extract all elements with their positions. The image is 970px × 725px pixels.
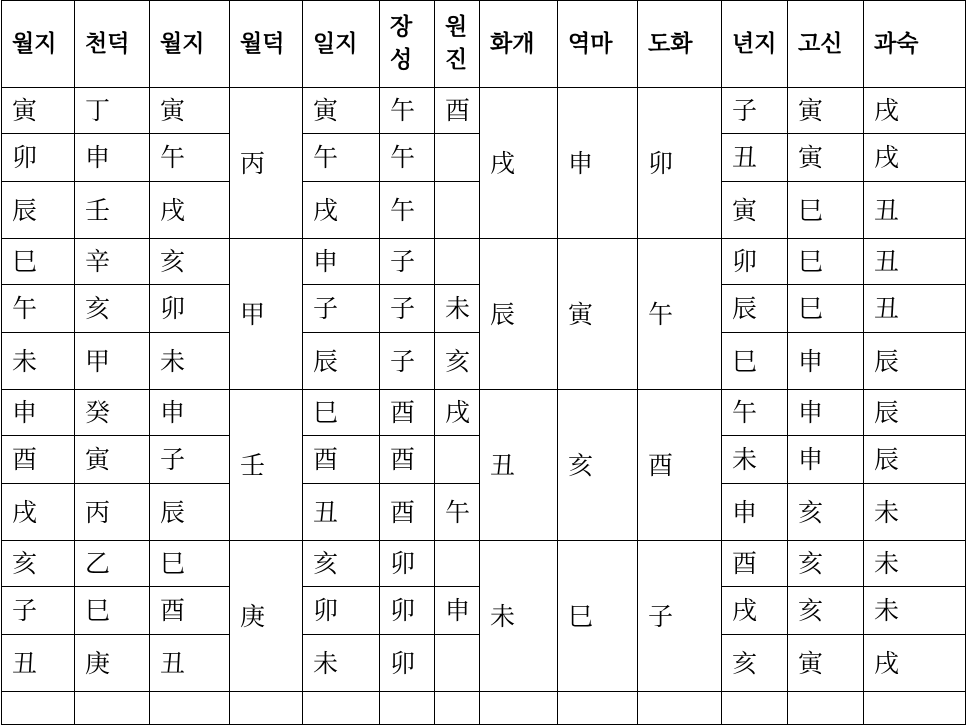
wolji-cell: 辰 — [2, 182, 75, 239]
gosin-cell: 寅 — [788, 134, 864, 182]
dohwa-cell: 卯 — [638, 88, 722, 239]
wolji-cell: 未 — [2, 333, 75, 390]
nyeonji-cell: 丑 — [722, 134, 788, 182]
cheondeok-cell: 巳 — [75, 587, 150, 635]
wolji-cell: 午 — [2, 285, 75, 333]
jangseong-cell: 卯 — [380, 541, 435, 587]
wolji-cell: 丑 — [2, 635, 75, 692]
ilji-cell: 未 — [303, 635, 380, 692]
wonjin-cell — [435, 635, 480, 692]
yeokma-cell: 亥 — [558, 390, 638, 541]
empty-row — [2, 692, 966, 725]
ilji-cell: 午 — [303, 134, 380, 182]
cheondeok-cell: 申 — [75, 134, 150, 182]
empty-cell — [150, 692, 230, 725]
gwasuk-cell: 辰 — [864, 333, 966, 390]
gosin-cell: 申 — [788, 436, 864, 484]
wonjin-cell: 戌 — [435, 390, 480, 436]
wolji2-cell: 申 — [150, 390, 230, 436]
header-cell: 월덕 — [230, 1, 303, 88]
wolji-cell: 卯 — [2, 134, 75, 182]
gosin-cell: 亥 — [788, 587, 864, 635]
header-cell: 월지 — [150, 1, 230, 88]
cheondeok-cell: 亥 — [75, 285, 150, 333]
header-cell: 과숙 — [864, 1, 966, 88]
empty-cell — [480, 692, 558, 725]
gwasuk-cell: 戌 — [864, 134, 966, 182]
gosin-cell: 申 — [788, 333, 864, 390]
wonjin-cell: 未 — [435, 285, 480, 333]
cheondeok-cell: 癸 — [75, 390, 150, 436]
ilji-cell: 丑 — [303, 484, 380, 541]
header-cell: 장성 — [380, 1, 435, 88]
gosin-cell: 巳 — [788, 239, 864, 285]
header-cell: 고신 — [788, 1, 864, 88]
cheondeok-cell: 辛 — [75, 239, 150, 285]
jangseong-cell: 酉 — [380, 484, 435, 541]
hwagae-cell: 辰 — [480, 239, 558, 390]
gwasuk-cell: 未 — [864, 541, 966, 587]
dohwa-cell: 午 — [638, 239, 722, 390]
wolji-cell: 巳 — [2, 239, 75, 285]
empty-cell — [75, 692, 150, 725]
nyeonji-cell: 亥 — [722, 635, 788, 692]
gosin-cell: 亥 — [788, 484, 864, 541]
empty-cell — [2, 692, 75, 725]
hwagae-cell: 丑 — [480, 390, 558, 541]
wolji2-cell: 未 — [150, 333, 230, 390]
hwagae-cell: 戌 — [480, 88, 558, 239]
ilji-cell: 酉 — [303, 436, 380, 484]
header-cell: 화개 — [480, 1, 558, 88]
wolji2-cell: 辰 — [150, 484, 230, 541]
wolji2-cell: 巳 — [150, 541, 230, 587]
gosin-cell: 亥 — [788, 541, 864, 587]
wolji-cell: 申 — [2, 390, 75, 436]
wolji2-cell: 寅 — [150, 88, 230, 134]
nyeonji-cell: 巳 — [722, 333, 788, 390]
wolji2-cell: 戌 — [150, 182, 230, 239]
cheondeok-cell: 庚 — [75, 635, 150, 692]
empty-cell — [558, 692, 638, 725]
ilji-cell: 巳 — [303, 390, 380, 436]
cheondeok-cell: 乙 — [75, 541, 150, 587]
dohwa-cell: 酉 — [638, 390, 722, 541]
nyeonji-cell: 午 — [722, 390, 788, 436]
gwasuk-cell: 未 — [864, 484, 966, 541]
yeokma-cell: 申 — [558, 88, 638, 239]
wonjin-cell: 申 — [435, 587, 480, 635]
woldeok-cell: 壬 — [230, 390, 303, 541]
empty-cell — [638, 692, 722, 725]
jangseong-cell: 酉 — [380, 436, 435, 484]
jangseong-cell: 卯 — [380, 587, 435, 635]
ilji-cell: 寅 — [303, 88, 380, 134]
jangseong-cell: 子 — [380, 333, 435, 390]
header-cell: 일지 — [303, 1, 380, 88]
nyeonji-cell: 酉 — [722, 541, 788, 587]
jangseong-cell: 午 — [380, 88, 435, 134]
wolji2-cell: 子 — [150, 436, 230, 484]
woldeok-cell: 甲 — [230, 239, 303, 390]
table-row — [2, 88, 966, 134]
nyeonji-cell: 未 — [722, 436, 788, 484]
wolji-cell: 子 — [2, 587, 75, 635]
jangseong-cell: 子 — [380, 285, 435, 333]
gosin-cell: 寅 — [788, 635, 864, 692]
woldeok-cell: 庚 — [230, 541, 303, 692]
nyeonji-cell: 申 — [722, 484, 788, 541]
cheondeok-cell: 丁 — [75, 88, 150, 134]
jangseong-cell: 卯 — [380, 635, 435, 692]
jangseong-cell: 午 — [380, 182, 435, 239]
saju-table — [1, 0, 966, 725]
table-row — [2, 541, 966, 587]
dohwa-cell: 子 — [638, 541, 722, 692]
cheondeok-cell: 丙 — [75, 484, 150, 541]
wolji2-cell: 丑 — [150, 635, 230, 692]
wolji-cell: 酉 — [2, 436, 75, 484]
gosin-cell: 寅 — [788, 88, 864, 134]
empty-cell — [722, 692, 788, 725]
wonjin-cell — [435, 239, 480, 285]
gwasuk-cell: 戌 — [864, 88, 966, 134]
header-cell: 년지 — [722, 1, 788, 88]
empty-cell — [230, 692, 303, 725]
wonjin-cell: 酉 — [435, 88, 480, 134]
jangseong-cell: 午 — [380, 134, 435, 182]
ilji-cell: 辰 — [303, 333, 380, 390]
header-cell: 원진 — [435, 1, 480, 88]
yeokma-cell: 巳 — [558, 541, 638, 692]
ilji-cell: 子 — [303, 285, 380, 333]
wolji2-cell: 酉 — [150, 587, 230, 635]
header-row — [2, 1, 966, 88]
nyeonji-cell: 寅 — [722, 182, 788, 239]
wonjin-cell — [435, 182, 480, 239]
header-cell: 천덕 — [75, 1, 150, 88]
empty-cell — [864, 692, 966, 725]
empty-cell — [380, 692, 435, 725]
gosin-cell: 申 — [788, 390, 864, 436]
ilji-cell: 亥 — [303, 541, 380, 587]
woldeok-cell: 丙 — [230, 88, 303, 239]
empty-cell — [303, 692, 380, 725]
jangseong-cell: 子 — [380, 239, 435, 285]
ilji-cell: 戌 — [303, 182, 380, 239]
gwasuk-cell: 辰 — [864, 390, 966, 436]
wolji-cell: 寅 — [2, 88, 75, 134]
header-cell: 도화 — [638, 1, 722, 88]
gosin-cell: 巳 — [788, 182, 864, 239]
table-row — [2, 390, 966, 436]
wonjin-cell: 亥 — [435, 333, 480, 390]
gosin-cell: 巳 — [788, 285, 864, 333]
gwasuk-cell: 戌 — [864, 635, 966, 692]
gwasuk-cell: 丑 — [864, 182, 966, 239]
nyeonji-cell: 戌 — [722, 587, 788, 635]
wolji2-cell: 亥 — [150, 239, 230, 285]
wolji-cell: 戌 — [2, 484, 75, 541]
wolji2-cell: 卯 — [150, 285, 230, 333]
cheondeok-cell: 甲 — [75, 333, 150, 390]
empty-cell — [788, 692, 864, 725]
wolji2-cell: 午 — [150, 134, 230, 182]
cheondeok-cell: 壬 — [75, 182, 150, 239]
hwagae-cell: 未 — [480, 541, 558, 692]
jangseong-cell: 酉 — [380, 390, 435, 436]
header-cell: 월지 — [2, 1, 75, 88]
wonjin-cell — [435, 134, 480, 182]
gwasuk-cell: 丑 — [864, 285, 966, 333]
wonjin-cell — [435, 436, 480, 484]
wolji-cell: 亥 — [2, 541, 75, 587]
gwasuk-cell: 未 — [864, 587, 966, 635]
cheondeok-cell: 寅 — [75, 436, 150, 484]
wonjin-cell — [435, 541, 480, 587]
nyeonji-cell: 辰 — [722, 285, 788, 333]
wonjin-cell: 午 — [435, 484, 480, 541]
empty-cell — [435, 692, 480, 725]
nyeonji-cell: 卯 — [722, 239, 788, 285]
nyeonji-cell: 子 — [722, 88, 788, 134]
gwasuk-cell: 丑 — [864, 239, 966, 285]
gwasuk-cell: 辰 — [864, 436, 966, 484]
ilji-cell: 申 — [303, 239, 380, 285]
ilji-cell: 卯 — [303, 587, 380, 635]
table-row — [2, 239, 966, 285]
header-cell: 역마 — [558, 1, 638, 88]
yeokma-cell: 寅 — [558, 239, 638, 390]
